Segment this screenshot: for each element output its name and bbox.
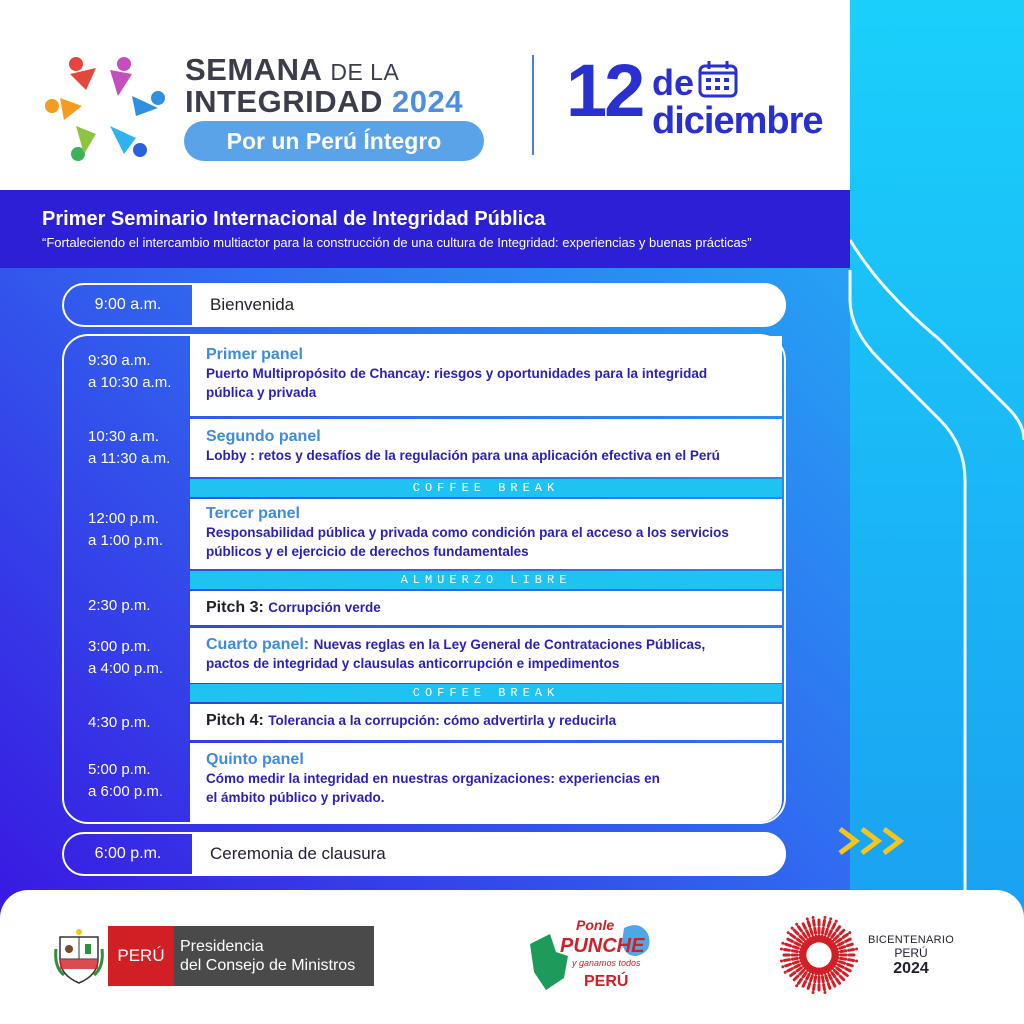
pcm-label: Presidencia del Consejo de Ministros (174, 926, 374, 986)
break-banner: COFFEE BREAK (190, 479, 782, 497)
svg-text:y ganamos todos: y ganamos todos (572, 958, 641, 968)
seminar-banner (0, 190, 850, 268)
header-divider (532, 55, 534, 155)
agenda-opening (62, 283, 786, 327)
agenda-item: Pitch 4: Tolerancia a la corrupción: cómo advertirla y reducirla (190, 704, 782, 740)
bicentenario-logo (778, 914, 860, 996)
agenda-item: Primer panel Puerto Multipropósito de Chancay: riesgos y oportunidades para la integridad pública y privada (190, 336, 782, 416)
chevrons-right-icon (838, 826, 910, 856)
agenda-time: 2:30 p.m. (88, 597, 151, 614)
opening-title: Bienvenida (192, 283, 786, 327)
ponle-punche-logo (520, 912, 660, 996)
svg-text:Ponle: Ponle (576, 917, 615, 933)
break-banner: ALMUERZO LIBRE (190, 571, 782, 589)
event-title-line1: SEMANA DE LA (185, 52, 400, 87)
agenda-time: 5:00 p.m. a 6:00 p.m. (88, 761, 164, 800)
event-title-line2: INTEGRIDAD 2024 (185, 84, 463, 119)
agenda-item: Quinto panel Cómo medir la integridad en nuestras organizaciones: experiencias en el ámbito público y privado. (190, 743, 782, 822)
slogan-badge: Por un Perú Íntegro (184, 121, 484, 161)
closing-time: 6:00 p.m. (94, 845, 162, 862)
agenda-time: 9:30 a.m. a 10:30 a.m. (88, 352, 172, 391)
calendar-icon (698, 60, 738, 98)
agenda-time: 3:00 p.m. a 4:00 p.m. (88, 638, 164, 677)
closing-title: Ceremonia de clausura (192, 832, 786, 876)
agenda-item: Segundo panel Lobby : retos y desafíos de la regulación para una aplicación efectiva en el Perú (190, 419, 782, 477)
agenda-time: 12:00 p.m. a 1:00 p.m. (88, 510, 164, 549)
agenda-time: 4:30 p.m. (88, 714, 151, 731)
agenda-time: 10:30 a.m. a 11:30 a.m. (88, 428, 171, 467)
agenda-closing (62, 832, 786, 876)
peru-coat-of-arms-icon (54, 927, 104, 985)
date-de: de (652, 62, 695, 103)
peru-label: PERÚ (108, 926, 174, 986)
date-day: 12 (566, 49, 643, 132)
opening-time: 9:00 a.m. (94, 296, 162, 313)
svg-text:PUNCHE: PUNCHE (560, 935, 645, 957)
panel-name: Cuarto panel: (206, 636, 310, 653)
seminar-title: Primer Seminario Internacional de Integridad Pública (42, 208, 546, 230)
agenda-item: Pitch 3: Corrupción verde (190, 591, 782, 625)
panel-name: Quinto panel (206, 751, 304, 768)
pitch-name: Pitch 3: (206, 599, 264, 616)
agenda-item: Cuarto panel: Nuevas reglas en la Ley General de Contrataciones Públicas, pactos de integridad y clausulas anticorrupción e impedimentos (190, 628, 782, 683)
panel-name: Primer panel (206, 346, 303, 363)
pitch-name: Pitch 4: (206, 712, 264, 729)
integrity-logo (40, 50, 170, 165)
bicentenario-label: BICENTENARIO PERÚ 2024 (867, 934, 955, 977)
svg-text:PERÚ: PERÚ (584, 973, 629, 990)
header (0, 0, 850, 190)
panel-name: Tercer panel (206, 505, 300, 522)
seminar-subtitle: “Fortaleciendo el intercambio multiactor para la construcción de una cultura de Integridad: experiencias y buenas prácticas” (42, 235, 752, 250)
date-month: diciembre (652, 100, 823, 142)
break-banner: COFFEE BREAK (190, 684, 782, 702)
agenda-item: Tercer panel Responsabilidad pública y privada como condición para el acceso a los servicios públicos y el ejercicio de derechos fundamentales (190, 499, 782, 569)
panel-name: Segundo panel (206, 428, 321, 445)
